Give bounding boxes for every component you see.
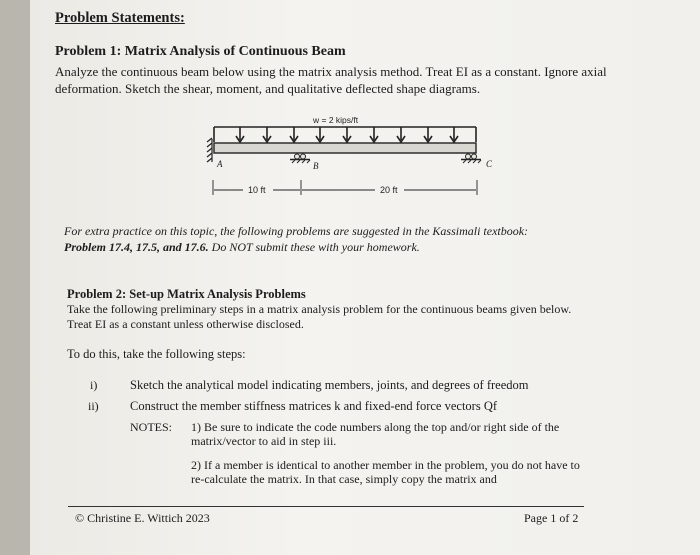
- page-heading: Problem Statements:: [55, 10, 185, 26]
- problem2-title: Problem 2: Set-up Matrix Analysis Problems: [67, 287, 306, 301]
- suggested-problems: Problem 17.4, 17.5, and 17.6.: [64, 240, 209, 254]
- problem1-title: Problem 1: Matrix Analysis of Continuous Beam: [55, 44, 346, 59]
- node-c-label: C: [486, 159, 493, 169]
- span-2-label: 20 ft: [380, 185, 398, 195]
- node-a-label: A: [217, 159, 223, 169]
- note-item: 2) If a member is identical to another member in the problem, you do not have to re-calculate the matrix. In that case, simply copy the matrix and: [191, 458, 580, 486]
- node-b-label: B: [313, 161, 319, 171]
- beam-figure: [200, 112, 500, 207]
- steps-intro: To do this, take the following steps:: [67, 347, 246, 361]
- step-text: Construct the member stiffness matrices k and fixed-end force vectors Qf: [130, 399, 498, 413]
- fixed-support-a: [207, 138, 212, 162]
- roller-support-c: [461, 154, 481, 163]
- distributed-load: [214, 127, 476, 142]
- step-number: ii): [88, 399, 99, 413]
- problem2-text: Take the following preliminary steps in a matrix analysis problem for the continuous beams given below. Treat EI as a constant unless otherwise disclosed.: [67, 302, 572, 331]
- extra-practice-line: For extra practice on this topic, the following problems are suggested in the Kassimali textbook:: [64, 224, 529, 238]
- problem1-text: Analyze the continuous beam below using the matrix analysis method. Treat EI as a constant. Ignore axial deformation. Sketch the shear, moment, and qualitative deflected shape diagrams.: [55, 64, 607, 96]
- footer-divider: [68, 506, 584, 507]
- beam: [214, 143, 476, 153]
- do-not-submit-note: Do NOT submit these with your homework.: [211, 240, 420, 254]
- extra-practice-problems: [64, 240, 420, 255]
- page-number: Page 1 of 2: [524, 511, 579, 525]
- notes-label: NOTES:: [130, 420, 172, 434]
- copyright-footer: © Christine E. Wittich 2023: [75, 511, 210, 525]
- roller-support-b: [290, 154, 310, 163]
- load-label: w = 2 kips/ft: [313, 115, 359, 125]
- span-1-label: 10 ft: [248, 185, 266, 195]
- step-text: Sketch the analytical model indicating members, joints, and degrees of freedom: [130, 378, 529, 392]
- step-number: i): [90, 378, 98, 392]
- note-item: 1) Be sure to indicate the code numbers along the top and/or right side of the matrix/vector to aid in step iii.: [191, 420, 560, 448]
